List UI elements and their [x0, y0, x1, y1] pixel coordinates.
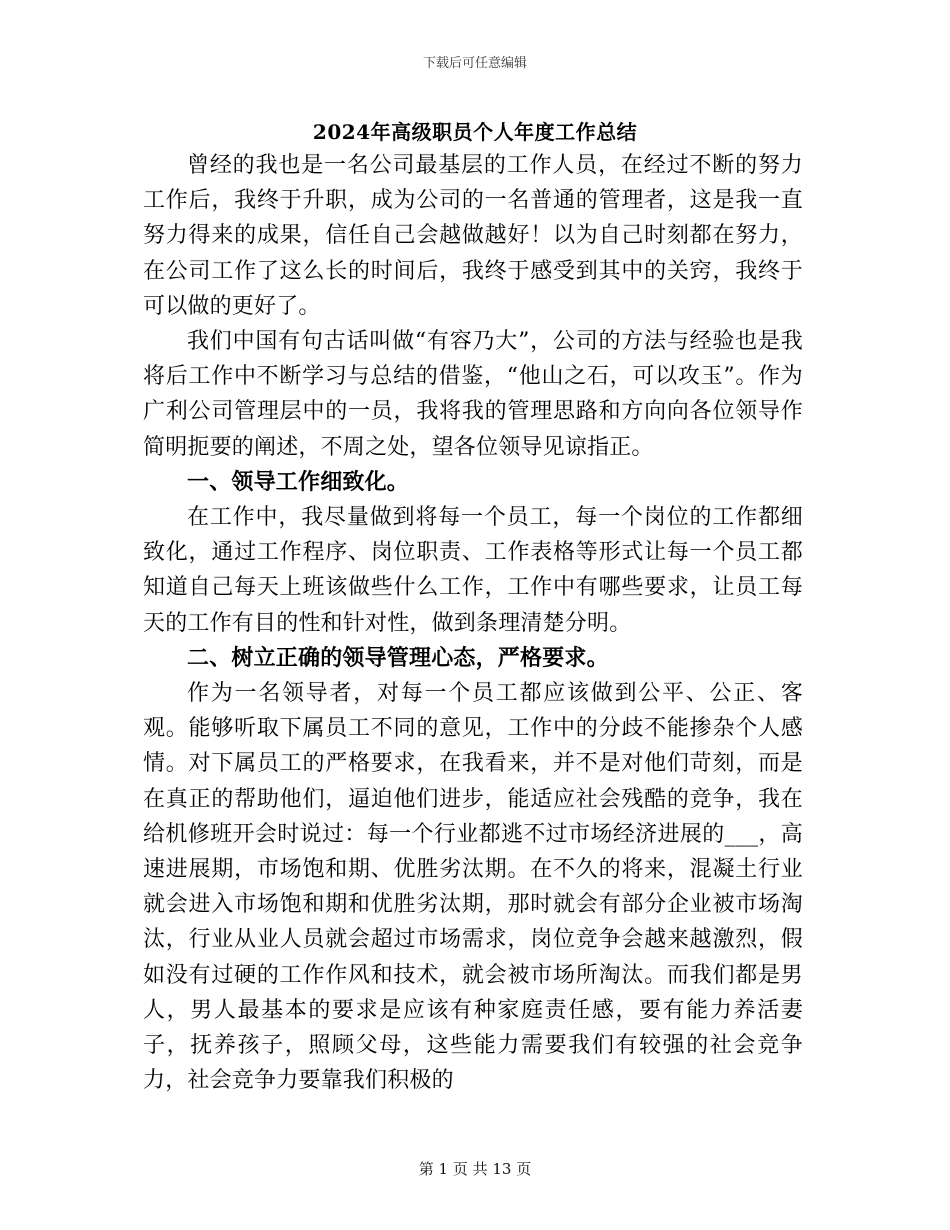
paragraph-intro: 曾经的我也是一名公司最基层的工作人员，在经过不断的努力工作后，我终于升职，成为公司的一名普通的管理者，这是我一直努力得来的成果，信任自己会越做越好！以为自己时刻都在努力，在公司工作了这么长的时间后，我终于感受到其中的关窍，我终于可以做的更好了。: [143, 153, 803, 319]
page-header-note: 下载后可任意编辑: [422, 56, 527, 71]
section-heading-2: 二、树立正确的领导管理心态，严格要求。: [187, 644, 609, 671]
section-heading-1: 一、领导工作细致化。: [187, 468, 410, 495]
paragraph-proverb: 我们中国有句古话叫做“有容乃大”，公司的方法与经验也是我将后工作中不断学习与总结的借鉴，“他山之石，可以攻玉”。作为广利公司管理层中的一员，我将我的管理思路和方向向各位领导作简明扼要的阐述，不周之处，望各位领导见谅指正。: [143, 329, 803, 460]
paragraph-section-2: 作为一名领导者，对每一个员工都应该做到公平、公正、客观。能够听取下属员工不同的意见，工作中的分歧不能掺杂个人感情。对下属员工的严格要求，在我看来，并不是对他们苛刻，而是在真正的帮助他们，逼迫他们进步，能适应社会残酷的竞争，我在给机修班开会时说过：每一个行业都逃不过市场经济进展的___，高速进展期，市场饱和期、优胜劣汰期。在不久的将来，混凝土行业就会进入市场饱和期和优胜劣汰期，那时就会有部分企业被市场淘汰，行业从业人员就会超过市场需求，岗位竞争会越来越激烈，假如没有过硬的工作作风和技术，就会被市场所淘汰。而我们都是男人，男人最基本的要求是应该有种家庭责任感，要有能力养活妻子，抚养孩子，照顾父母，这些能力需要我们有较强的社会竞争力，社会竞争力要靠我们积极的: [143, 681, 803, 1094]
document-body: [143, 148, 803, 1098]
page-number-footer: 第 1 页 共 13 页: [418, 1160, 532, 1178]
paragraph-section-1: 在工作中，我尽量做到将每一个员工，每一个岗位的工作都细致化，通过工作程序、岗位职责、工作表格等形式让每一个员工都知道自己每天上班该做些什么工作，工作中有哪些要求，让员工每天的工作有目的性和针对性，做到条理清楚分明。: [143, 505, 803, 636]
document-title: 2024年高级职员个人年度工作总结: [312, 120, 638, 144]
